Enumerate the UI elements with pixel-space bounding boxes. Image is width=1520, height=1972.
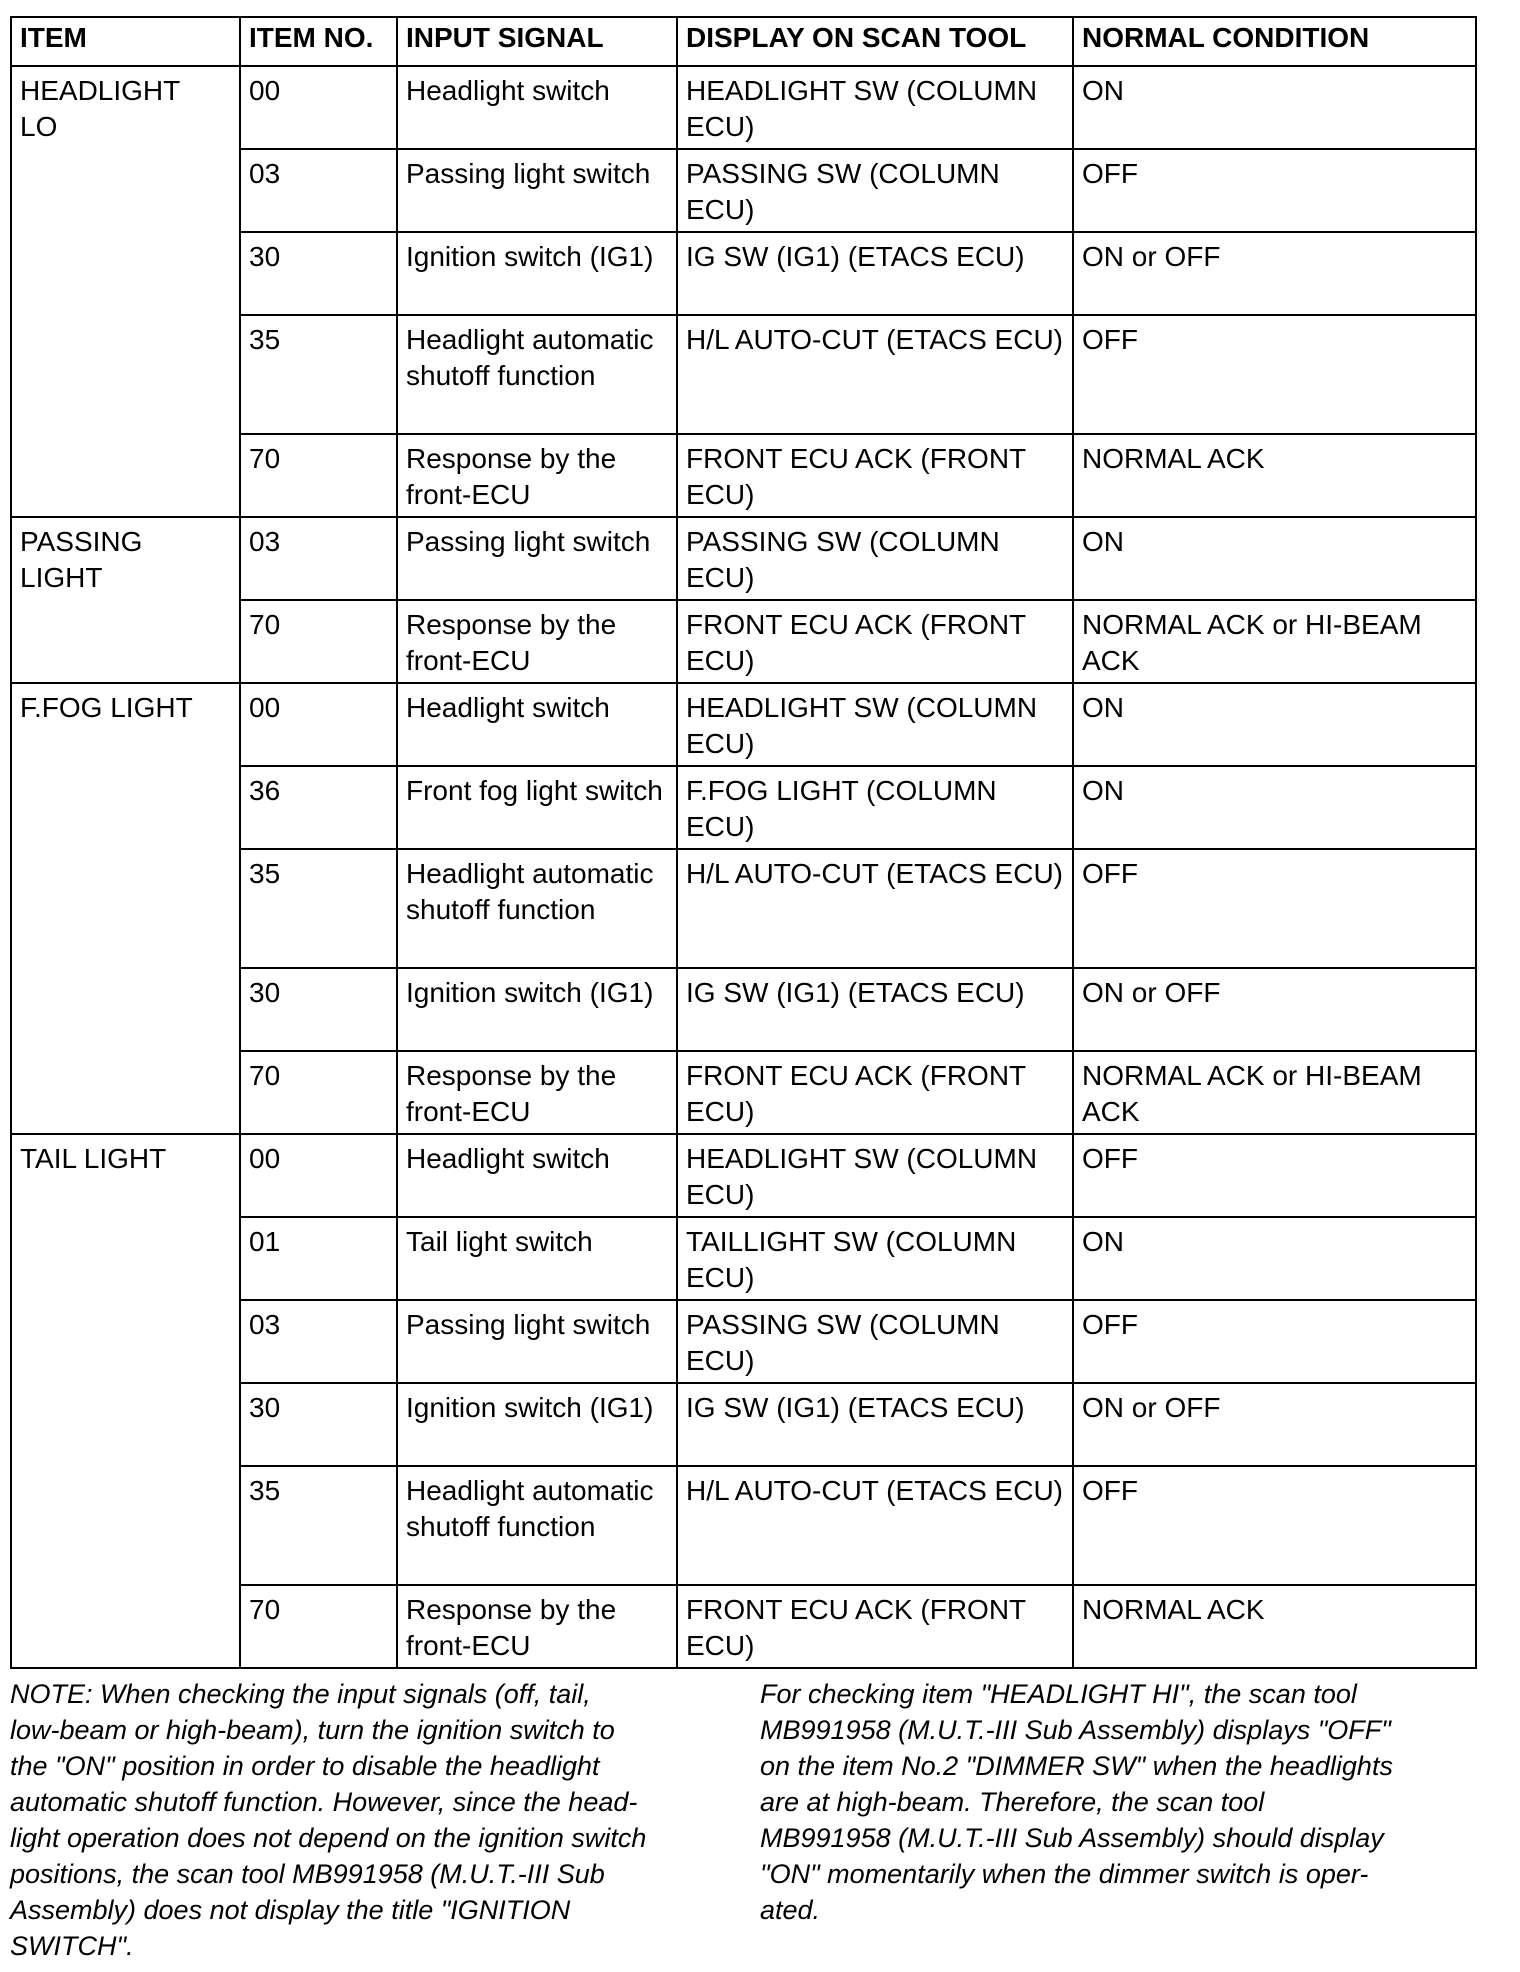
input-signal-cell: Response by the front-ECU (397, 1585, 677, 1668)
normal-condition-cell: NORMAL ACK or HI-BEAM ACK (1073, 1051, 1476, 1134)
item-no-cell: 70 (240, 1585, 397, 1668)
header-display-on-scan-tool: DISPLAY ON SCAN TOOL (677, 17, 1073, 66)
table-body (11, 66, 1476, 1668)
table-header-row (11, 17, 1476, 66)
scan-tool-display-cell: FRONT ECU ACK (FRONT ECU) (677, 434, 1073, 517)
item-cell: HEADLIGHT LO (11, 66, 240, 517)
input-signal-cell: Headlight automatic shutoff function (397, 849, 677, 968)
input-signal-cell: Headlight automatic shutoff function (397, 1466, 677, 1585)
item-cell: TAIL LIGHT (11, 1134, 240, 1668)
input-signal-cell: Passing light switch (397, 1300, 677, 1383)
item-no-cell: 70 (240, 434, 397, 517)
item-cell: F.FOG LIGHT (11, 683, 240, 1134)
normal-condition-cell: OFF (1073, 849, 1476, 968)
input-signal-cell: Response by the front-ECU (397, 600, 677, 683)
normal-condition-cell: ON or OFF (1073, 232, 1476, 315)
item-no-cell: 36 (240, 766, 397, 849)
input-signal-cell: Ignition switch (IG1) (397, 1383, 677, 1466)
input-signal-cell: Response by the front-ECU (397, 434, 677, 517)
item-no-cell: 35 (240, 1466, 397, 1585)
scan-tool-display-cell: HEADLIGHT SW (COLUMN ECU) (677, 1134, 1073, 1217)
input-signal-cell: Passing light switch (397, 517, 677, 600)
scan-tool-display-cell: PASSING SW (COLUMN ECU) (677, 149, 1073, 232)
scan-tool-display-cell: PASSING SW (COLUMN ECU) (677, 517, 1073, 600)
normal-condition-cell: OFF (1073, 315, 1476, 434)
item-no-cell: 03 (240, 1300, 397, 1383)
document (10, 16, 1475, 1669)
normal-condition-cell: ON (1073, 683, 1476, 766)
item-no-cell: 30 (240, 1383, 397, 1466)
normal-condition-cell: ON or OFF (1073, 1383, 1476, 1466)
normal-condition-cell: ON (1073, 1217, 1476, 1300)
normal-condition-cell: NORMAL ACK (1073, 1585, 1476, 1668)
scan-tool-display-cell: FRONT ECU ACK (FRONT ECU) (677, 1051, 1073, 1134)
scan-tool-display-cell: PASSING SW (COLUMN ECU) (677, 1300, 1073, 1383)
input-signal-cell: Ignition switch (IG1) (397, 232, 677, 315)
input-signal-cell: Passing light switch (397, 149, 677, 232)
scan-tool-display-cell: IG SW (IG1) (ETACS ECU) (677, 1383, 1073, 1466)
item-no-cell: 30 (240, 232, 397, 315)
item-no-cell: 01 (240, 1217, 397, 1300)
header-normal-condition: NORMAL CONDITION (1073, 17, 1476, 66)
scan-tool-display-cell: HEADLIGHT SW (COLUMN ECU) (677, 683, 1073, 766)
item-cell: PASSING LIGHT (11, 517, 240, 683)
header-item: ITEM (11, 17, 240, 66)
item-no-cell: 30 (240, 968, 397, 1051)
item-no-cell: 70 (240, 1051, 397, 1134)
item-no-cell: 70 (240, 600, 397, 683)
notes-section (10, 1676, 1475, 1966)
table-row (11, 1134, 1476, 1217)
scan-tool-display-cell: FRONT ECU ACK (FRONT ECU) (677, 600, 1073, 683)
normal-condition-cell: OFF (1073, 149, 1476, 232)
item-no-cell: 03 (240, 517, 397, 600)
table-row (11, 66, 1476, 149)
item-no-cell: 35 (240, 315, 397, 434)
input-signal-cell: Tail light switch (397, 1217, 677, 1300)
scan-tool-display-cell: TAILLIGHT SW (COLUMN ECU) (677, 1217, 1073, 1300)
scan-tool-display-cell: H/L AUTO-CUT (ETACS ECU) (677, 315, 1073, 434)
normal-condition-cell: ON (1073, 517, 1476, 600)
table-row (11, 683, 1476, 766)
input-signal-cell: Response by the front-ECU (397, 1051, 677, 1134)
item-no-cell: 00 (240, 66, 397, 149)
header-input-signal: INPUT SIGNAL (397, 17, 677, 66)
scan-tool-display-cell: H/L AUTO-CUT (ETACS ECU) (677, 1466, 1073, 1585)
normal-condition-cell: ON (1073, 66, 1476, 149)
item-no-cell: 00 (240, 1134, 397, 1217)
normal-condition-cell: NORMAL ACK or HI-BEAM ACK (1073, 600, 1476, 683)
input-signal-cell: Front fog light switch (397, 766, 677, 849)
scan-tool-display-cell: HEADLIGHT SW (COLUMN ECU) (677, 66, 1073, 149)
normal-condition-cell: OFF (1073, 1134, 1476, 1217)
header-item-no: ITEM NO. (240, 17, 397, 66)
scan-tool-display-cell: FRONT ECU ACK (FRONT ECU) (677, 1585, 1073, 1668)
input-signal-cell: Headlight switch (397, 66, 677, 149)
item-no-cell: 03 (240, 149, 397, 232)
input-signal-cell: Headlight automatic shutoff function (397, 315, 677, 434)
note-left: NOTE: When checking the input signals (off, tail, low-beam or high-beam), turn the ignition switch to the "ON" position in order to disable the headlight automatic shutoff function. However, since the head- light operation does not depend on the ignition switch positions, the scan tool MB991958 (M.U.T.-III Sub Assembly) does not display the title "IGNITION SWITCH". (10, 1679, 647, 1961)
item-no-cell: 00 (240, 683, 397, 766)
normal-condition-cell: OFF (1073, 1300, 1476, 1383)
note-right: For checking item "HEADLIGHT HI", the scan tool MB991958 (M.U.T.-III Sub Assembly) displays "OFF" on the item No.2 "DIMMER SW" when the headlights are at high-beam. Therefore, the scan tool MB991958 (M.U.T.-III Sub Assembly) should display "ON" momentarily when the dimmer switch is oper- ated. (760, 1679, 1393, 1925)
normal-condition-cell: OFF (1073, 1466, 1476, 1585)
table-row (11, 517, 1476, 600)
input-signal-cell: Ignition switch (IG1) (397, 968, 677, 1051)
input-signal-cell: Headlight switch (397, 683, 677, 766)
scan-tool-display-cell: IG SW (IG1) (ETACS ECU) (677, 968, 1073, 1051)
input-signal-cell: Headlight switch (397, 1134, 677, 1217)
scan-tool-display-cell: H/L AUTO-CUT (ETACS ECU) (677, 849, 1073, 968)
data-list-table (10, 16, 1477, 1669)
normal-condition-cell: NORMAL ACK (1073, 434, 1476, 517)
scan-tool-display-cell: IG SW (IG1) (ETACS ECU) (677, 232, 1073, 315)
normal-condition-cell: ON or OFF (1073, 968, 1476, 1051)
normal-condition-cell: ON (1073, 766, 1476, 849)
scan-tool-display-cell: F.FOG LIGHT (COLUMN ECU) (677, 766, 1073, 849)
item-no-cell: 35 (240, 849, 397, 968)
